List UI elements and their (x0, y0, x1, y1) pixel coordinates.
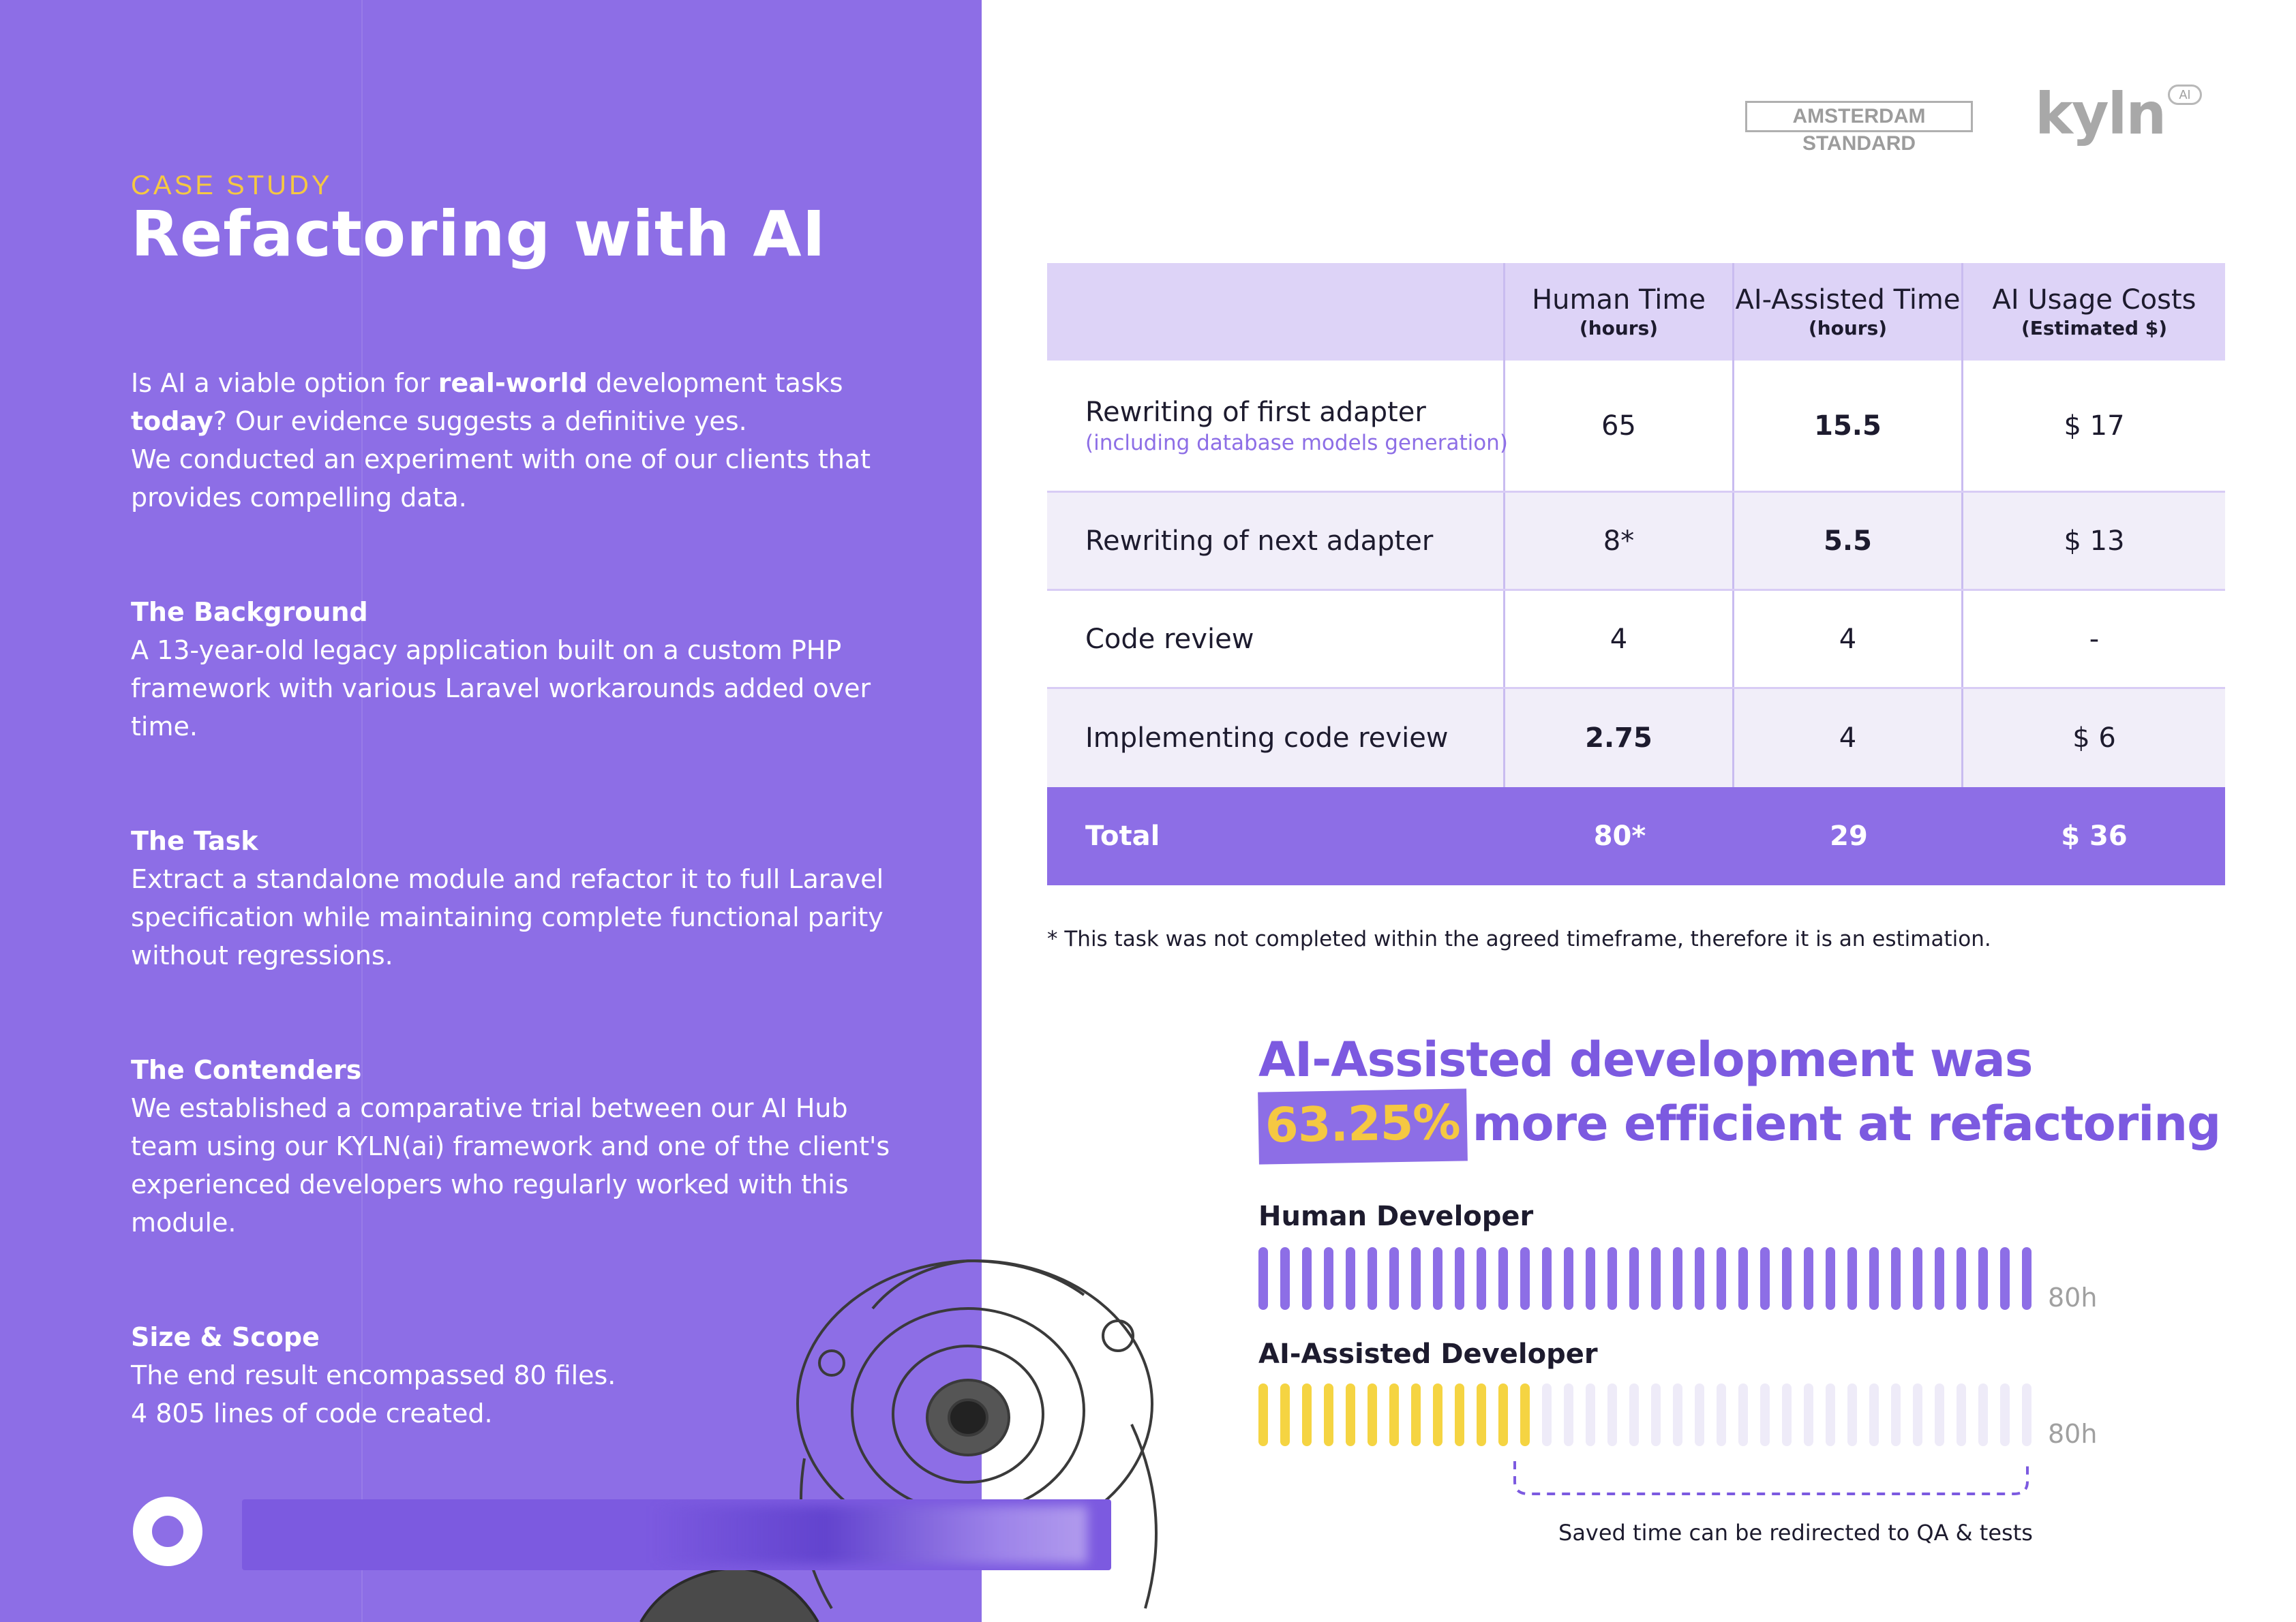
section-task (131, 822, 915, 975)
ai-time-cell: 4 (1734, 591, 1963, 687)
human-developer-bar (1258, 1247, 2031, 1310)
ai-time-cell: 15.5 (1734, 361, 1963, 491)
bar-tick-filled (1258, 1383, 1268, 1446)
bar-tick-filled (1695, 1247, 1704, 1310)
section-body-line1: The end result encompassed 80 files. (131, 1360, 616, 1390)
table-row (1047, 493, 2225, 591)
bar-tick-filled (1346, 1383, 1355, 1446)
bar-tick-filled (1520, 1383, 1530, 1446)
saved-time-bracket-icon (1512, 1458, 2030, 1499)
table-header-cell (1505, 263, 1734, 361)
bar-tick-filled (2022, 1247, 2031, 1310)
bar-tick-filled (1498, 1383, 1508, 1446)
task-cell (1047, 591, 1505, 687)
bar-tick-filled (1411, 1247, 1421, 1310)
bar-tick-filled (1346, 1247, 1355, 1310)
total-ai-time: 29 (1830, 821, 1868, 852)
bar-tick-empty (1891, 1383, 1901, 1446)
bar-tick-filled (2000, 1247, 2010, 1310)
headline-line1: AI-Assisted development was (1258, 1032, 2033, 1088)
bar-tick-empty (1978, 1383, 1988, 1446)
human-developer-value: 80h (2048, 1283, 2098, 1313)
bar-tick-empty (1695, 1383, 1704, 1446)
bar-tick-empty (2022, 1383, 2031, 1446)
section-body: A 13-year-old legacy application built on a custom PHP framework with various Laravel workarounds added over time. (131, 635, 871, 741)
amsterdam-standard-logo: AMSTERDAM STANDARD (1745, 101, 1973, 132)
bar-tick-filled (1935, 1247, 1944, 1310)
bar-tick-filled (1782, 1247, 1792, 1310)
task-cell (1047, 493, 1505, 589)
bar-tick-filled (1455, 1247, 1464, 1310)
total-label: Total (1085, 821, 1160, 852)
bar-tick-empty (1782, 1383, 1792, 1446)
table-total-row (1047, 787, 2225, 885)
bar-tick-filled (1411, 1383, 1421, 1446)
bar-tick-empty (1673, 1383, 1682, 1446)
intro-p1-pre: Is AI a viable option for (131, 368, 438, 398)
bar-tick-empty (1564, 1383, 1573, 1446)
comparison-table (1047, 263, 2225, 885)
bar-tick-filled (1258, 1247, 1268, 1310)
eyebrow-label: CASE STUDY (131, 170, 333, 200)
table-header-cell (1963, 263, 2225, 361)
bar-tick-filled (1520, 1247, 1530, 1310)
intro-p1-post: ? Our evidence suggests a definitive yes. (213, 406, 747, 436)
section-body: We established a comparative trial between our AI Hub team using our KYLN(ai) framework and one of the client's experienced developers who regularly worked with this module. (131, 1093, 890, 1238)
header-ai-cost-unit: (Estimated $) (2021, 317, 2168, 339)
bar-tick-filled (1389, 1247, 1399, 1310)
total-human-time: 80* (1593, 821, 1646, 852)
bar-tick-filled (1847, 1247, 1857, 1310)
bar-tick-filled (1302, 1247, 1312, 1310)
ai-time-cell: 4 (1734, 689, 1963, 787)
bar-tick-filled (1324, 1247, 1333, 1310)
section-heading: Size & Scope (131, 1322, 320, 1352)
intro-p1-mid: development tasks (587, 368, 843, 398)
bar-tick-filled (1586, 1247, 1595, 1310)
task-label: Rewriting of first adapter (1085, 396, 1426, 428)
bar-tick-empty (1586, 1383, 1595, 1446)
table-header-cell (1734, 263, 1963, 361)
cost-cell: $ 6 (2072, 722, 2116, 754)
task-label: Code review (1085, 623, 1254, 655)
ai-developer-label: AI-Assisted Developer (1258, 1338, 1598, 1370)
bar-tick-filled (1913, 1247, 1922, 1310)
footer-bar (242, 1499, 1111, 1570)
task-label: Implementing code review (1085, 722, 1449, 754)
human-time-cell: 8* (1505, 493, 1734, 589)
bar-tick-empty (1847, 1383, 1857, 1446)
bar-tick-filled (1607, 1247, 1617, 1310)
human-time-cell: 65 (1505, 361, 1734, 491)
bar-tick-empty (1869, 1383, 1879, 1446)
task-label: Rewriting of next adapter (1085, 525, 1434, 557)
bar-tick-empty (1738, 1383, 1748, 1446)
bar-tick-filled (1433, 1247, 1442, 1310)
task-cell (1047, 361, 1508, 491)
efficiency-headline (1258, 1029, 2220, 1163)
bar-tick-empty (1760, 1383, 1770, 1446)
bar-tick-filled (1455, 1383, 1464, 1446)
bar-tick-filled (1891, 1247, 1901, 1310)
table-header-cell (1047, 263, 1505, 361)
bar-tick-filled (1804, 1247, 1813, 1310)
section-contenders (131, 1051, 915, 1242)
bar-tick-filled (1738, 1247, 1748, 1310)
footer-blurred-content (651, 1506, 1087, 1563)
kyln-logo: kyln (2035, 80, 2166, 147)
header-human-time: Human Time (1532, 284, 1706, 316)
bar-tick-empty (1935, 1383, 1944, 1446)
task-note: (including database models generation) (1085, 430, 1508, 455)
bar-tick-filled (1368, 1383, 1377, 1446)
bar-tick-filled (1498, 1247, 1508, 1310)
table-header-row (1047, 263, 2225, 361)
table-row (1047, 591, 2225, 689)
ai-developer-value: 80h (2048, 1419, 2098, 1449)
cost-cell: - (2089, 623, 2100, 655)
bar-tick-filled (1542, 1247, 1552, 1310)
human-time-cell: 4 (1505, 591, 1734, 687)
task-cell (1047, 689, 1505, 787)
section-body: Extract a standalone module and refactor it to full Laravel specification while maintaining complete functional parity without regressions. (131, 864, 884, 970)
bar-tick-filled (1869, 1247, 1879, 1310)
human-time-cell: 2.75 (1505, 689, 1734, 787)
header-human-unit: (hours) (1579, 317, 1659, 339)
section-background (131, 593, 915, 746)
ai-time-cell: 5.5 (1734, 493, 1963, 589)
bar-tick-filled (1389, 1383, 1399, 1446)
bar-tick-filled (1673, 1247, 1682, 1310)
bar-tick-filled (1368, 1247, 1377, 1310)
header-ai-unit: (hours) (1808, 317, 1888, 339)
intro-bold-real-world: real-world (438, 368, 588, 398)
cost-cell: $ 17 (2064, 410, 2125, 442)
kyln-ai-badge: AI (2168, 85, 2202, 105)
human-developer-label: Human Developer (1258, 1201, 1534, 1232)
bar-tick-filled (1477, 1383, 1486, 1446)
bar-tick-empty (1804, 1383, 1813, 1446)
table-footnote: * This task was not completed within the agreed timeframe, therefore it is an estimation. (1047, 927, 1991, 951)
section-heading: The Contenders (131, 1055, 362, 1085)
bar-tick-filled (1760, 1247, 1770, 1310)
intro-bold-today: today (131, 406, 213, 436)
bar-tick-empty (1826, 1383, 1835, 1446)
bar-tick-empty (1957, 1383, 1966, 1446)
total-cost: $ 36 (2061, 821, 2128, 852)
bar-tick-filled (1280, 1383, 1290, 1446)
efficiency-percent-badge: 63.25% (1258, 1088, 1467, 1164)
bar-tick-filled (1302, 1383, 1312, 1446)
section-heading: The Task (131, 826, 258, 856)
bar-tick-filled (1280, 1247, 1290, 1310)
headline-line2: more efficient at refactoring (1472, 1096, 2221, 1152)
bar-tick-filled (1629, 1247, 1639, 1310)
bar-tick-filled (1957, 1247, 1966, 1310)
bar-tick-empty (1651, 1383, 1661, 1446)
header-ai-time: AI-Assisted Time (1735, 284, 1961, 316)
bar-tick-filled (1978, 1247, 1988, 1310)
bar-tick-empty (1629, 1383, 1639, 1446)
bar-tick-empty (1542, 1383, 1552, 1446)
bar-tick-empty (2000, 1383, 2010, 1446)
table-row (1047, 689, 2225, 787)
intro-p2: We conducted an experiment with one of our clients that provides compelling data. (131, 444, 871, 512)
cost-cell: $ 13 (2064, 525, 2125, 557)
saved-time-caption: Saved time can be redirected to QA & tests (1558, 1520, 2033, 1546)
intro-text (131, 364, 915, 517)
bar-tick-filled (1564, 1247, 1573, 1310)
table-row (1047, 361, 2225, 493)
bar-tick-filled (1717, 1247, 1726, 1310)
section-heading: The Background (131, 597, 368, 627)
section-body-line2: 4 805 lines of code created. (131, 1398, 493, 1428)
bar-tick-filled (1651, 1247, 1661, 1310)
ai-developer-bar (1258, 1383, 2031, 1446)
header-ai-cost: AI Usage Costs (1992, 284, 2196, 316)
bar-tick-empty (1913, 1383, 1922, 1446)
bar-tick-filled (1433, 1383, 1442, 1446)
bar-tick-filled (1826, 1247, 1835, 1310)
ring-logo-icon (133, 1497, 202, 1566)
bar-tick-empty (1717, 1383, 1726, 1446)
bar-tick-filled (1324, 1383, 1333, 1446)
page-title: Refactoring with AI (131, 198, 826, 271)
bar-tick-empty (1607, 1383, 1617, 1446)
bar-tick-filled (1477, 1247, 1486, 1310)
